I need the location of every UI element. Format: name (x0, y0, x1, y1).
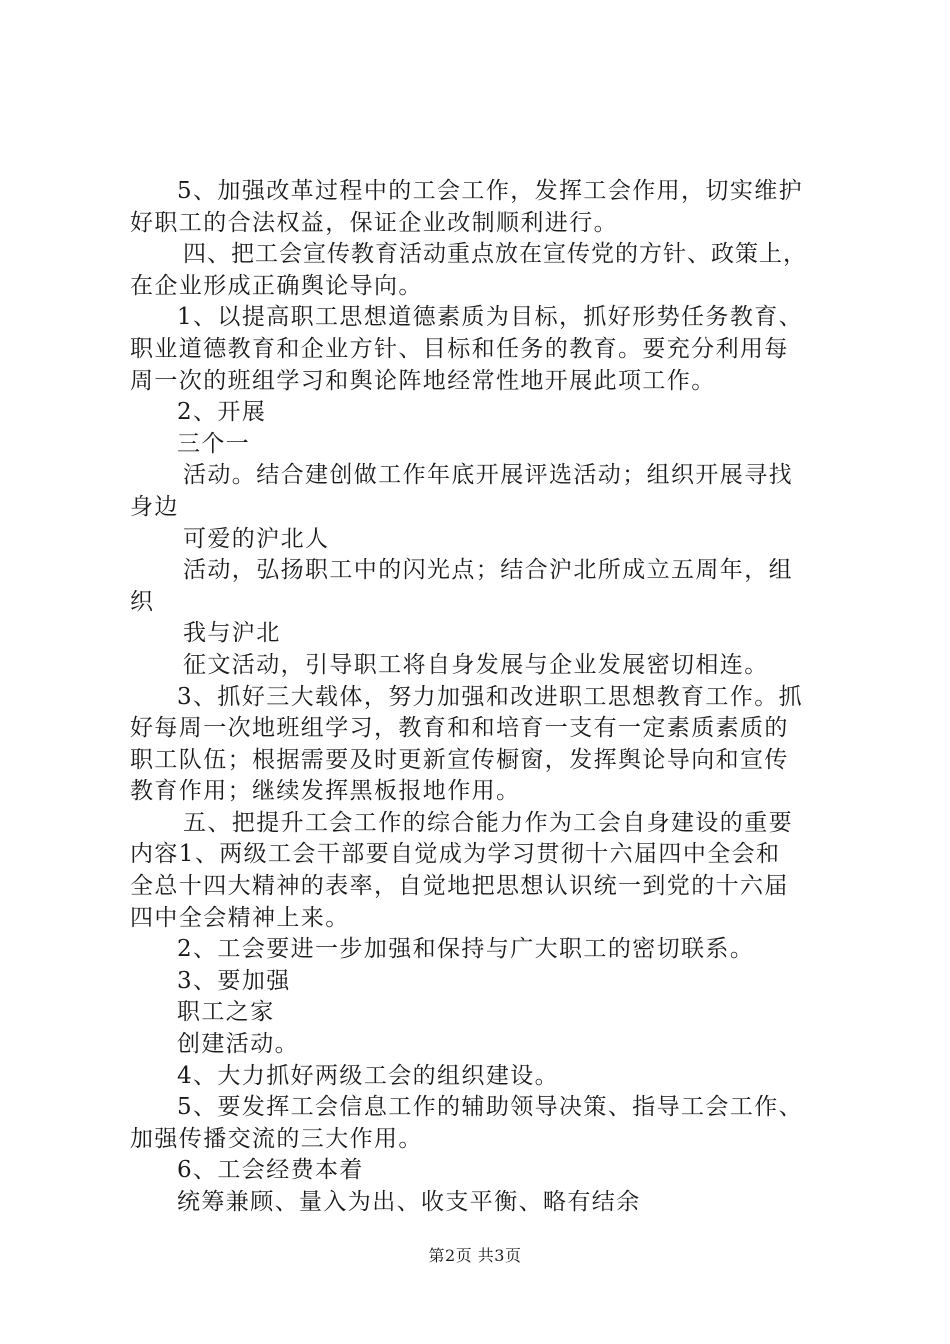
paragraph-line: 征文活动，引导职工将自身发展与企业发展密切相连。 (183, 651, 769, 678)
paragraph-line: 身边 (130, 493, 179, 520)
paragraph-line: 教育作用；继续发挥黑板报地作用。 (130, 778, 521, 805)
paragraph-line: 我与沪北 (183, 620, 281, 647)
paragraph-line: 职工之家 (177, 999, 275, 1026)
paragraph-line: 2、工会要进一步加强和保持与广大职工的密切联系。 (177, 936, 755, 963)
paragraph-line: 活动。结合建创做工作年底开展评选活动；组织开展寻找 (183, 462, 793, 489)
paragraph-line: 职工队伍；根据需要及时更新宣传橱窗，发挥舆论导向和宣传 (130, 746, 789, 773)
paragraph-line: 活动，弘扬职工中的闪光点；结合沪北所成立五周年，组 (183, 557, 793, 584)
paragraph-line: 5、要发挥工会信息工作的辅助领导决策、指导工会工作、 (177, 1094, 804, 1121)
paragraph-line: 周一次的班组学习和舆论阵地经常性地开展此项工作。 (130, 367, 716, 394)
paragraph-line: 可爱的沪北人 (183, 525, 330, 552)
paragraph-line: 3、抓好三大载体，努力加强和改进职工思想教育工作。抓 (177, 683, 804, 710)
paragraph-line: 内容1、两级工会干部要自觉成为学习贯彻十六届四中全会和 (130, 841, 781, 868)
paragraph-line: 5、加强改革过程中的工会工作，发挥工会作用，切实维护 (177, 178, 804, 204)
paragraph-line: 四、把工会宣传教育活动重点放在宣传党的方针、政策上， (183, 241, 807, 268)
paragraph-line: 在企业形成正确舆论导向。 (130, 272, 423, 299)
paragraph-line: 好职工的合法权益，保证企业改制顺利进行。 (130, 209, 618, 236)
paragraph-line: 织 (130, 588, 155, 615)
paragraph-line: 五、把提升工会工作的综合能力作为工会自身建设的重要 (183, 809, 793, 836)
paragraph-line: 好每周一次地班组学习，教育和和培育一支有一定素质素质的 (130, 715, 789, 742)
paragraph-line: 三个一 (177, 430, 251, 457)
paragraph-line: 6、工会经费本着 (177, 1157, 364, 1184)
page-number-footer: 第2页 共3页 (428, 1246, 522, 1265)
paragraph-line: 四中全会精神上来。 (130, 904, 350, 931)
paragraph-line: 创建活动。 (177, 1031, 299, 1058)
paragraph-line: 加强传播交流的三大作用。 (130, 1125, 423, 1152)
document-body (130, 176, 840, 1219)
paragraph-line: 全总十四大精神的表率，自觉地把思想认识统一到党的十六届 (130, 873, 789, 900)
paragraph-line: 统筹兼顾、量入为出、收支平衡、略有结余 (177, 1189, 641, 1215)
paragraph-line: 1、以提高职工思想道德素质为目标，抓好形势任务教育、 (177, 304, 804, 331)
paragraph-line: 3、要加强 (177, 967, 291, 994)
paragraph-line: 4、大力抓好两级工会的组织建设。 (177, 1062, 560, 1089)
paragraph-line: 2、开展 (177, 399, 267, 426)
paragraph-line: 职业道德教育和企业方针、目标和任务的教育。要充分利用每 (130, 335, 789, 362)
